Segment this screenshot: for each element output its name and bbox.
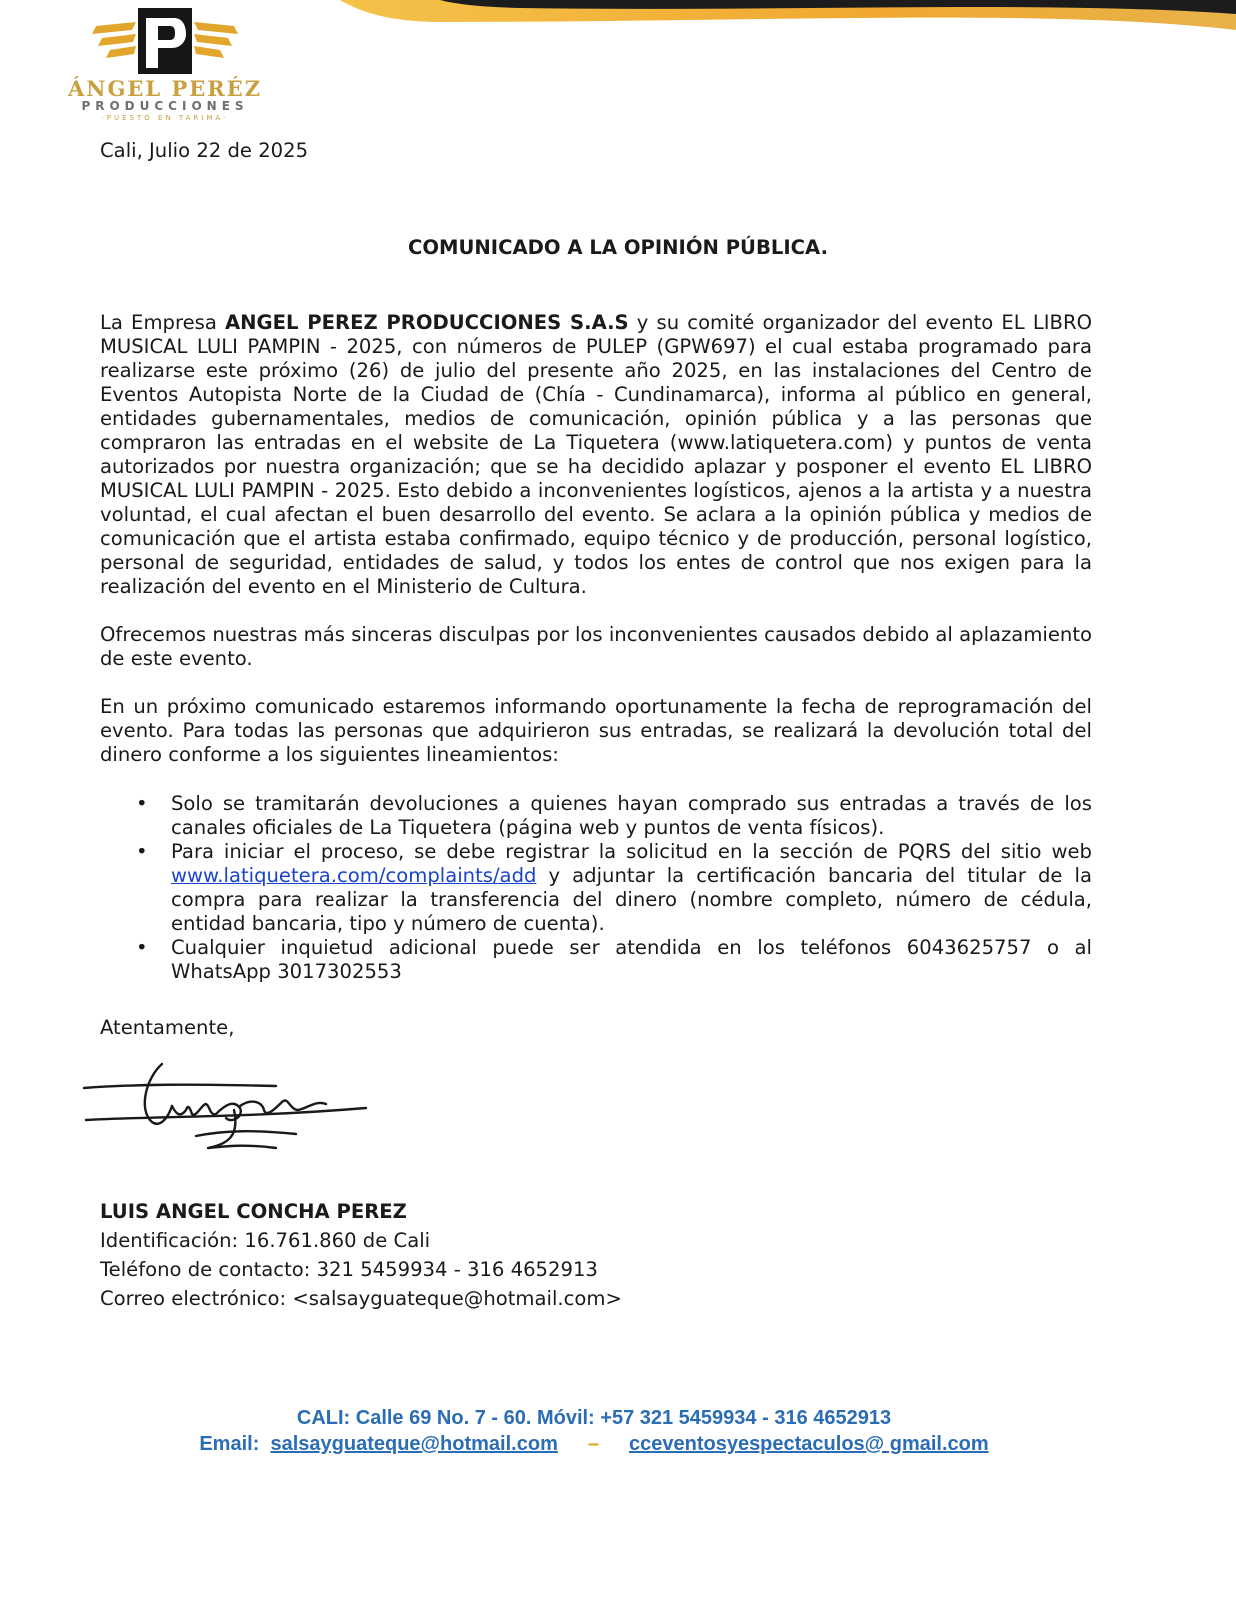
footer-emails xyxy=(0,1432,1212,1456)
footer-separator: – xyxy=(587,1433,599,1455)
list-item-text: Solo se tramitarán devoluciones a quienes hayan comprado sus entradas a través de los canales oficiales de La Tiquetera (página web y puntos de venta físicos). xyxy=(171,792,1092,839)
footer-email-link-2[interactable]: cceventosyespectaculos@ gmail.com xyxy=(628,1433,989,1455)
refund-guidelines-list xyxy=(100,792,1092,984)
company-logo xyxy=(40,4,290,122)
pqrs-link[interactable]: www.latiquetera.com/complaints/add xyxy=(171,864,537,887)
bullet-icon: • xyxy=(136,792,148,815)
footer-email-link-1[interactable]: salsayguateque@hotmail.com xyxy=(270,1433,558,1455)
p1-body: y su comité organizador del evento EL LIBRO MUSICAL LULI PAMPIN - 2025, con números de PULEP (GPW697) el cual estaba programado para realizarse este próximo (26) de julio del presente año 2025, en las instalaciones del Centro de Eventos Autopista Norte de la Ciudad de (Chía - Cundinamarca), informa al público en general, entidades gubernamentales, medios de comunicación, opinión pública y a las personas que compraron las entradas en el website de La Tiquetera (www.latiquetera.com) y puntos de venta autorizados por nuestra organización; que se ha decidido aplazar y posponer el evento EL LIBRO MUSICAL LULI PAMPIN - 2025. Esto debido a inconvenientes logísticos, ajenos a la artista y a nuestra voluntad, el cual afectan el buen desarrollo del evento. Se aclara a la opinión pública y medios de comunicación que el artista estaba confirmado, equipo técnico y de producción, personal logístico, personal de seguridad, entidades de salud, y todos los entes de control que nos exigen para la realización del evento en el Ministerio de Cultura. xyxy=(100,311,1092,598)
footer-email-label: Email: xyxy=(199,1433,260,1455)
logo-brand-text: ÁNGEL PERÉZ xyxy=(67,76,263,101)
p1-intro: La Empresa xyxy=(100,311,225,334)
signer-email: Correo electrónico: <salsayguateque@hotmail.com> xyxy=(100,1287,622,1310)
paragraph-refund-intro: En un próximo comunicado estaremos informando oportunamente la fecha de reprogramación del evento. Para todas las personas que adquirieron sus entradas, se realizará la devolución total del dinero conforme a los siguientes lineamientos: xyxy=(100,695,1092,766)
footer-address: CALI: Calle 69 No. 7 - 60. Móvil: +57 321 5459934 - 316 4652913 xyxy=(296,1407,892,1429)
list-item xyxy=(100,792,1092,840)
logo-sub-text: PRODUCCIONES xyxy=(81,99,249,113)
list-item-text-pre: Para iniciar el proceso, se debe registrar la solicitud en la sección de PQRS del sitio web xyxy=(171,840,1092,863)
closing-salutation: Atentamente, xyxy=(100,1016,235,1039)
company-name: ANGEL PEREZ PRODUCCIONES S.A.S xyxy=(225,311,629,334)
signer-name: LUIS ANGEL CONCHA PEREZ xyxy=(100,1200,407,1223)
bullet-icon: • xyxy=(136,936,148,959)
signer-block xyxy=(100,1197,622,1313)
list-item-text: Cualquier inquietud adicional puede ser atendida en los teléfonos 6043625757 o al WhatsApp 3017302553 xyxy=(171,936,1092,983)
signer-phone: Teléfono de contacto: 321 5459934 - 316 4652913 xyxy=(100,1258,598,1281)
list-item xyxy=(100,840,1092,936)
handwritten-signature xyxy=(76,1048,376,1158)
list-item-text-post: y adjuntar la certificación bancaria del titular de la compra para realizar la transferencia del dinero (nombre completo, número de cédula, entidad bancaria, tipo y número de cuenta). xyxy=(171,864,1092,935)
letter-date: Cali, Julio 22 de 2025 xyxy=(100,139,309,162)
bullet-icon: • xyxy=(136,840,148,863)
signer-id: Identificación: 16.761.860 de Cali xyxy=(100,1229,431,1252)
list-item xyxy=(100,936,1092,984)
paragraph-apology: Ofrecemos nuestras más sinceras disculpas por los inconvenientes causados debido al aplazamiento de este evento. xyxy=(100,623,1092,670)
paragraph-announcement xyxy=(100,311,1092,599)
letter-title: COMUNICADO A LA OPINIÓN PÚBLICA. xyxy=(407,236,829,259)
logo-tagline: ·PUESTO EN TARIMA· xyxy=(101,114,229,122)
logo-emblem xyxy=(86,4,244,78)
